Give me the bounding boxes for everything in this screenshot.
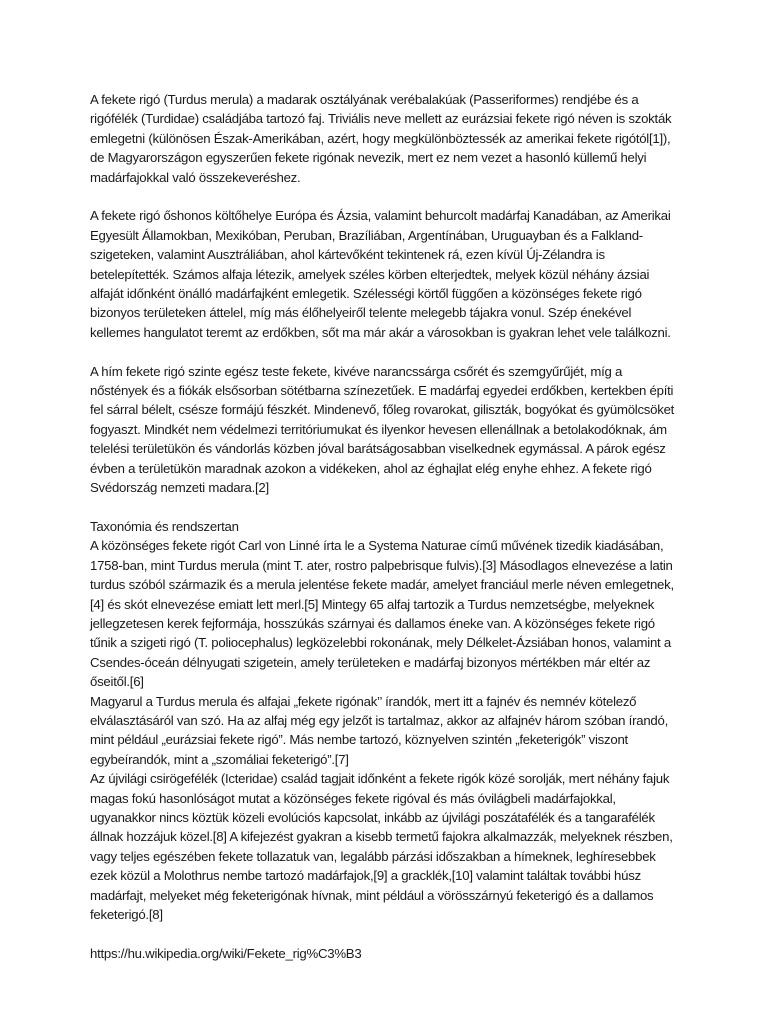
intro-paragraph-2: A fekete rigó őshonos költőhelye Európa és Ázsia, valamint behurcolt madárfaj Kanadában, az Amerikai Egyesült Államokban, Mexikóban, Peruban, Brazíliában, Argentínában, Uruguayban és a Falkland-szigeteken, valamint Ausztráliában, ahol kártevőként tekintenek rá, ezen kívül Új-Zélandra is betelepítették. Számos alfaja létezik, amelyek széles körben elterjedtek, melyek közül néhány ázsiai alfaját időnként önálló madárfajként emlegetik. Szélességi körtől függően a közönséges fekete rigó bizonyos területeken áttelel, míg más élőhelyeiről telente melegebb tájakra vonul. Szép énekével kellemes hangulatot teremt az erdőkben, sőt ma már akár a városokban is gyakran lehet vele találkozni. [90,208,671,340]
taxonomy-section [90,517,678,925]
intro-paragraph-3: A hím fekete rigó szinte egész teste fekete, kivéve narancssárga csőrét és szemgyűrűjét, míg a nőstények és a fiókák elsősorban sötétbarna színezetűek. E madárfaj egyedei erdőkben, kertekben építi fel sárral bélelt, csésze formájú fészkét. Mindenevő, főleg rovarokat, giliszták, bogyókat és gyümölcsöket fogyaszt. Mindkét nem védelmezi territóriumukat és ilyenkor hevesen ellenállnak a betolakodóknak, ám telelési területükön és vándorlás közben jóval barátságosabban viselkednek egymással. A párok egész évben a területükön maradnak azokon a vidékeken, ahol az éghajlat elég enyhe ehhez. A fekete rigó Svédország nemzeti madara.[2] [90,363,675,496]
section-paragraph-3: Az újvilági csirögefélék (Icteridae) család tagjait időnként a fekete rigók közé sorolják, mert néhány fajuk magas fokú hasonlóságot mutat a közönséges fekete rigóval és más óvilágbeli madárfajokkal, ugyanakkor nincs köztük közeli evolúciós kapcsolat, inkább az újvilági poszátafélék és a tangarafélék állnak hozzájuk közel.[8] A kifejezést gyakran a kisebb termetű fajokra alkalmazzák, melyeknek részben, vagy teljes egészében fekete tollazatuk van, legalább párzási időszakban a hímeknek, leghíresebbek ezek közül a Molothrus nembe tartozó madárfajok,[9] a gracklék,[10] valamint találtak további húsz madárfajt, melyeket még feketerigónak hívnak, mint például a vörösszárnyú feketerigó és a dallamos feketerigó.[8] [90,771,673,923]
document-body [90,90,678,963]
source-url: https://hu.wikipedia.org/wiki/Fekete_rig%C3%B3 [90,945,362,961]
section-paragraph-2: Magyarul a Turdus merula és alfajai „fekete rigónak’’ írandók, mert itt a fajnév és nemnév kötelező elválasztásáról van szó. Ha az alfaj még egy jelzőt is tartalmaz, akkor az alfajnév három szóban írandó, mint például „eurázsiai fekete rigó”. Más nembe tartozó, köznyelven szintén „feketerigók” viszont egybeírandók, mint a „szomáliai feketerigó”.[7] [90,693,668,767]
intro-paragraph-1: A fekete rigó (Turdus merula) a madarak osztályának verébalakúak (Passeriformes) rendjébe és a rigófélék (Turdidae) családjába tartozó faj. Triviális neve mellett az eurázsiai fekete rigó néven is szokták emlegetni (különösen Észak-Amerikában, azért, hogy megkülönböztessék az amerikai fekete rigótól[1]), de Magyarországon egyszerűen fekete rigónak nevezik, mert ez nem vezet a hasonló küllemű helyi madárfajokkal való összekeveréshez. [90,92,672,185]
section-paragraph-1: A közönséges fekete rigót Carl von Linné írta le a Systema Naturae című művének tizedik kiadásában, 1758-ban, mint Turdus merula (mint T. ater, rostro palpebrisque fulvis).[3] Másodlagos elnevezése a latin turdus szóból származik és a merula jelentése fekete madár, amelyet franciául merle néven emlegetnek,[4] és skót elnevezése emiatt lett merl.[5] Mintegy 65 alfaj tartozik a Turdus nemzetségbe, melyeknek jellegzetesen kerek fejformája, hosszúkás szárnyai és dallamos éneke van. A közönséges fekete rigó tűnik a szigeti rigó (T. poliocephalus) legközelebbi rokonának, mely Délkelet-Ázsiában honos, valamint a Csendes-óceán délnyugati szigetein, amely területeken e madárfaj bizonyos mértékben már eltér az őseitől.[6] [90,538,674,690]
section-heading: Taxonómia és rendszertan [90,518,239,534]
